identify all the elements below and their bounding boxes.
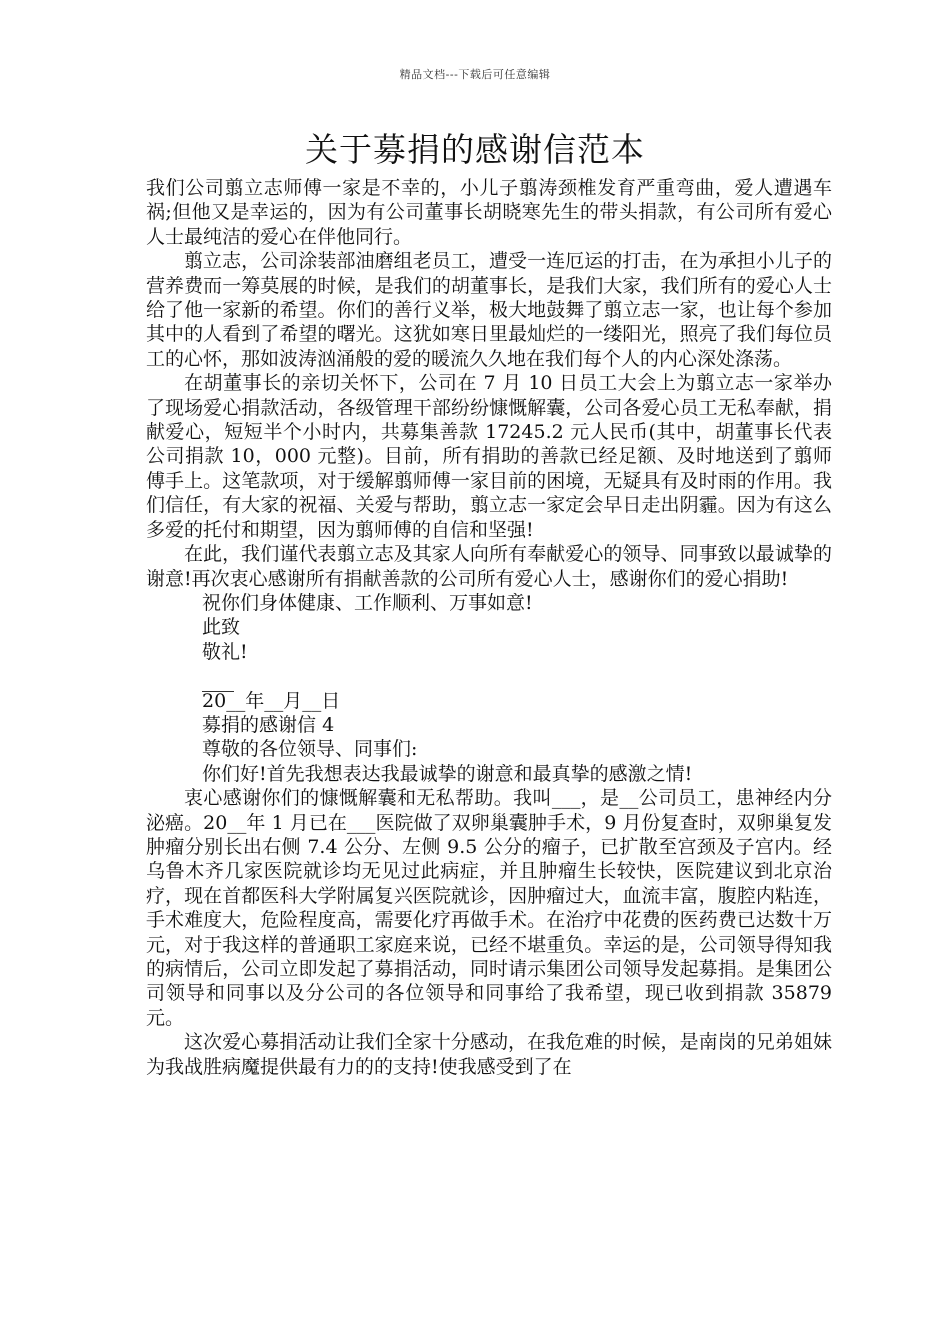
page-header-note: 精品文档---下载后可任意编辑 [399,68,551,81]
closing-salutation: 此致 [202,616,241,639]
letter-opening: 你们好!首先我想表达我最诚挚的谢意和最真挚的感激之情! [202,762,693,785]
signature-blank-line [146,664,832,688]
paragraph-4: 在此，我们谨代表翦立志及其家人向所有奉献爱心的领导、同事致以最诚挚的谢意!再次衷心感谢所有捐献善款的公司所有爱心人士，感谢你们的爱心捐助! [146,543,832,590]
closing-wish: 祝你们身体健康、工作顺利、万事如意! [202,591,533,614]
document-body [146,176,832,1079]
document-title: 关于募捐的感谢信范本 [305,130,645,169]
paragraph-5: 衷心感谢你们的慷慨解囊和无私帮助。我叫___，是__公司员工，患神经内分泌癌。20__年 1 月已在___医院做了双卵巢囊肿手术，9 月份复查时，双卵巢复发肿瘤分别长出右侧 7.4 公分、左侧 9.5 公分的瘤子，已扩散至宫颈及子宫内。经乌鲁木齐几家医院就诊均无见过此病症，并且肿瘤生长较快，医院建议到北京治疗，现在首都医科大学附属复兴医院就诊，因肿瘤过大，血流丰富，腹腔内粘连，手术难度大，危险程度高，需要化疗再做手术。在治疗中花费的医药费已达数十万元，对于我这样的普通职工家庭来说，已经不堪重负。幸运的是，公司领导得知我的病情后，公司立即发起了募捐活动，同时请示集团公司领导发起募捐。是集团公司领导和同事以及分公司的各位领导和同事给了我希望，现已收到捐款 35879 元。 [146,787,832,1029]
closing-regards: 敬礼! [202,640,248,663]
paragraph-2: 翦立志，公司涂装部油磨组老员工，遭受一连厄运的打击，在为承担小儿子的营养费而一筹莫展的时候，是我们的胡董事长，是我们大家，我们所有的爱心人士给了他一家新的希望。你们的善行义举，极大地鼓舞了翦立志一家，也让每个参加其中的人看到了希望的曙光。这犹如寒日里最灿烂的一缕阳光，照亮了我们每位员工的心怀，那如波涛汹涌般的爱的暖流久久地在我们每个人的内心深处涤荡。 [146,250,832,370]
section-heading: 募捐的感谢信 4 [202,713,335,736]
date-line: 20__年__月__日 [202,689,341,712]
paragraph-3: 在胡董事长的亲切关怀下，公司在 7 月 10 日员工大会上为翦立志一家举办了现场爱心捐款活动，各级管理干部纷纷慷慨解囊，公司各爱心员工无私奉献，捐献爱心，短短半个小时内，共募集善款 17245.2 元人民币(其中，胡董事长代表公司捐款 10，000 元整)。目前，所有捐助的善款已经足额、及时地送到了翦师傅手上。这笔款项，对于缓解翦师傅一家目前的困境，无疑具有及时雨的作用。我们信任，有大家的祝福、关爱与帮助，翦立志一家定会早日走出阴霾。因为有这么多爱的托付和期望，因为翦师傅的自信和坚强! [146,372,832,541]
paragraph-1: 我们公司翦立志师傅一家是不幸的，小儿子翦涛颈椎发育严重弯曲，爱人遭遇车祸;但他又是幸运的，因为有公司董事长胡晓寒先生的带头捐款，有公司所有爱心人士最纯洁的爱心在伴他同行。 [146,177,832,248]
signature-rule [202,691,234,692]
paragraph-6: 这次爱心募捐活动让我们全家十分感动，在我危难的时候，是南岗的兄弟姐妹为我战胜病魔提供最有力的的支持!使我感受到了在 [146,1031,832,1078]
letter-greeting: 尊敬的各位领导、同事们: [202,738,418,761]
